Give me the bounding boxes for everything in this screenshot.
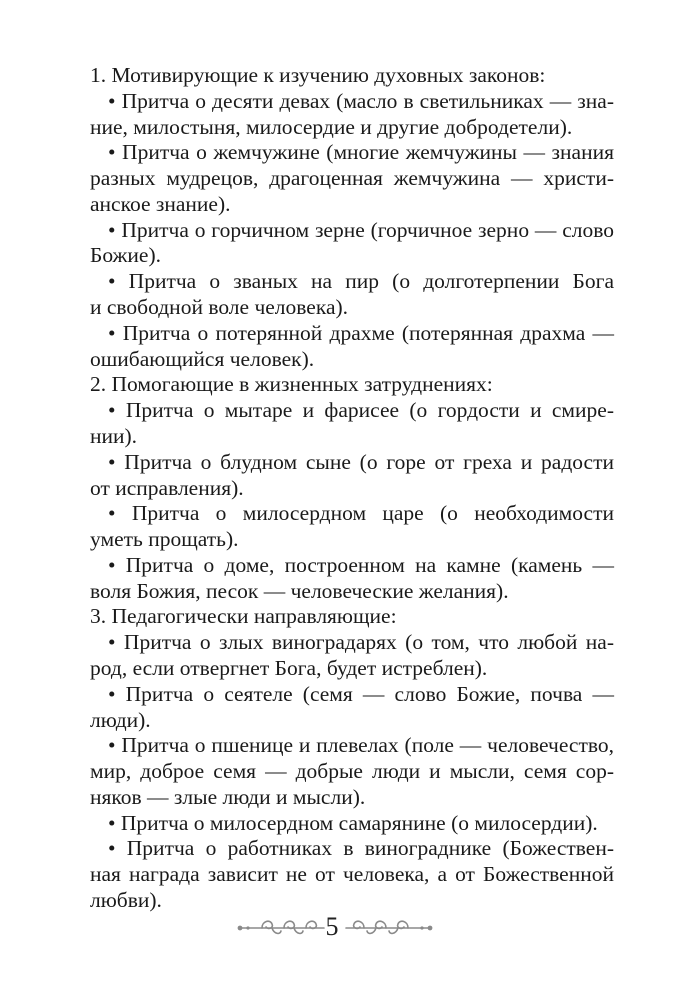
- list-item-line: воля Божия, песок — человеческие желания).: [90, 579, 509, 603]
- list-item-line: • Притча о милосердном самарянине (о милосердии).: [108, 811, 598, 835]
- list-item-line: нии).: [90, 424, 138, 448]
- list-item-line: • Притча о потерянной драхме (потерянная драхма —: [108, 321, 614, 345]
- list-item-line: Божие).: [90, 243, 161, 267]
- list-item-line: • Притча о жемчужине (многие жемчужины — знания: [108, 140, 614, 164]
- list-item-line: • Притча о мытаре и фарисее (о гордости и смире-: [108, 398, 614, 422]
- list-item-line: любви).: [90, 888, 162, 912]
- list-item-line: род, если отвергнет Бога, будет истреблен).: [90, 656, 488, 680]
- list-item-line: и свободной воле человека).: [90, 295, 349, 319]
- list-item-line: ная награда зависит не от человека, а от Божественной: [90, 862, 614, 886]
- list-item-line: • Притча о горчичном зерне (горчичное зерно — слово: [108, 218, 614, 242]
- list-item-line: • Притча о званых на пир (о долготерпении Бога: [108, 269, 614, 293]
- list-item-line: • Притча о доме, построенном на камне (камень —: [108, 553, 614, 577]
- floral-vine-ornament-icon: [338, 916, 438, 940]
- list-item-line: разных мудрецов, драгоценная жемчужина — христи-: [90, 166, 614, 190]
- list-item-line: • Притча о сеятеле (семя — слово Божие, почва —: [108, 682, 614, 706]
- list-item-line: • Притча о милосердном царе (о необходимости: [108, 501, 614, 525]
- list-item-line: • Притча о десяти девах (масло в светильниках — зна-: [108, 89, 614, 113]
- list-item-line: няков — злые люди и мысли).: [90, 785, 366, 809]
- page-footer: [0, 908, 700, 948]
- list-item-line: анское знание).: [90, 192, 231, 216]
- page-number: 5: [325, 912, 339, 941]
- floral-vine-ornament-icon: [232, 916, 332, 940]
- list-item-line: • Притча о пшенице и плевелах (поле — человечество,: [108, 733, 614, 757]
- list-item-line: • Притча о работниках в винограднике (Божествен-: [108, 836, 614, 860]
- list-item-line: ошибающийся человек).: [90, 347, 315, 371]
- list-item-line: • Притча о злых виноградарях (о том, что любой на-: [108, 630, 614, 654]
- list-item-line: от исправления).: [90, 476, 244, 500]
- list-item-line: • Притча о блудном сыне (о горе от греха и радости: [108, 450, 614, 474]
- section-heading-1: 1. Мотивирующие к изучению духовных законов:: [90, 63, 546, 87]
- list-item-line: мир, доброе семя — добрые люди и мысли, семя сор-: [90, 759, 614, 783]
- list-item-line: уметь прощать).: [90, 527, 239, 551]
- section-heading-2: 2. Помогающие в жизненных затруднениях:: [90, 372, 493, 396]
- list-item-line: ние, милостыня, милосердие и другие добродетели).: [90, 115, 573, 139]
- section-heading-3: 3. Педагогически направляющие:: [90, 604, 397, 628]
- list-item-line: люди).: [90, 708, 151, 732]
